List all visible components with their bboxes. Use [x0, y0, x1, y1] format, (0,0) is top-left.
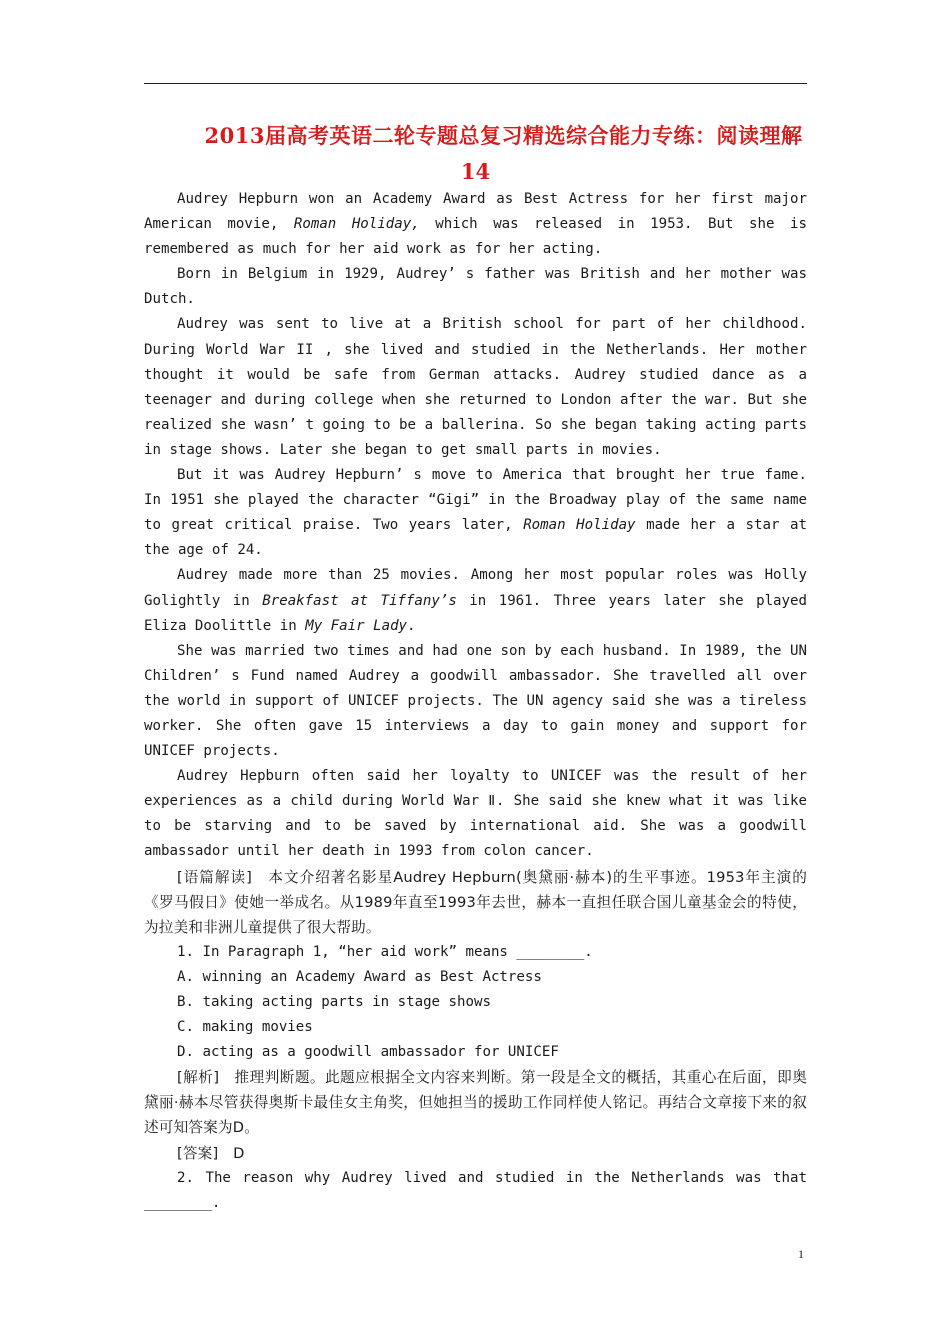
question-1-answer: [答案] D	[177, 1144, 245, 1162]
question-1-option-c: C. making movies	[177, 1019, 313, 1036]
document-body	[144, 187, 807, 1216]
paragraph-7: Audrey Hepburn often said her loyalty to UNICEF was the result of her experiences as a child during World War Ⅱ. She said she knew what it was like to be starving and to be saved by international aid. She was a goodwill ambassador until her death in 1993 from colon cancer.	[144, 768, 807, 860]
question-1-option-b: B. taking acting parts in stage shows	[177, 994, 491, 1010]
title-line-1: 2013届高考英语二轮专题总复习精选综合能力专练：阅读理解	[204, 123, 803, 148]
paragraph-3: Audrey was sent to live at a British school for part of her childhood. During World War II , she lived and studied in the Netherlands. Her mother thought it would be safe from German attacks. Audrey studied dance as a teenager and during college when she returned to London after the war. But she realized she wasn’ t going to be a ballerina. So she began taking acting parts in stage shows. Later she began to get small parts in movies.	[144, 316, 807, 458]
document-title	[144, 118, 807, 190]
paragraph-5-text-a: Audrey made more than 25 movies. Among her most popular roles was Holly Golightly in	[144, 567, 807, 609]
paragraph-1-text-a: Audrey Hepburn won an Academy Award as Best Actress for her first major American movie,	[144, 191, 807, 233]
passage-analysis: [语篇解读] 本文介绍著名影星Audrey Hepburn(奥黛丽·赫本)的生平事迹。1953年主演的《罗马假日》使她一举成名。从1989年直至1993年去世，赫本一直担任联合国儿童基金会的特使，为拉美和非洲儿童提供了很大帮助。	[144, 868, 807, 936]
header-rule	[144, 83, 807, 84]
page-number: 1	[798, 1247, 804, 1261]
paragraph-5-text-c: .	[407, 617, 416, 634]
movie-title-breakfast-at-tiffanys: Breakfast at Tiffany’s	[262, 592, 457, 609]
question-1-option-d: D. acting as a goodwill ambassador for UNICEF	[177, 1044, 559, 1061]
paragraph-4-text-b: made her a star at the age of 24.	[144, 517, 807, 559]
movie-title-roman-holiday: Roman Holiday,	[293, 216, 420, 233]
paragraph-1-text-b: which was released in 1953. But she is remembered as much for her aid work as for her acting.	[144, 216, 807, 258]
movie-title-my-fair-lady: My Fair Lady	[305, 617, 408, 634]
paragraph-5-text-b: in 1961. Three years later she played Eliza Doolittle in	[144, 592, 808, 634]
paragraph-5	[144, 563, 807, 638]
paragraph-1	[144, 187, 807, 262]
paragraph-6: She was married two times and had one son by each husband. In 1989, the UN Children’ s Fund named Audrey a goodwill ambassador. She travelled all over the world in support of UNICEF projects. The UN agency said she was a tireless worker. She often gave 15 interviews a day to gain money and support for UNICEF projects.	[144, 642, 807, 760]
paragraph-4	[144, 463, 807, 563]
title-line-2: 14	[460, 159, 491, 184]
question-1-stem: 1. In Paragraph 1, “her aid work” means ________.	[177, 943, 593, 960]
movie-title-roman-holiday-2: Roman Holiday	[523, 517, 636, 534]
paragraph-4-text-a: But it was Audrey Hepburn’ s move to America that brought her true fame. In 1951 she played the character “Gigi” in the Broadway play of the same name to great critical praise. Two years later,	[144, 467, 807, 534]
question-2-stem: 2. The reason why Audrey lived and studied in the Netherlands was that ________.	[144, 1169, 807, 1211]
question-1-option-a: A. winning an Academy Award as Best Actress	[177, 968, 542, 985]
paragraph-2: Born in Belgium in 1929, Audrey’ s father was British and her mother was Dutch.	[144, 266, 807, 308]
question-1-explanation: [解析] 推理判断题。此题应根据全文内容来判断。第一段是全文的概括，其重心在后面，即奥黛丽·赫本尽管获得奥斯卡最佳女主角奖，但她担当的援助工作同样使人铭记。再结合文章接下来的叙述可知答案为D。	[144, 1069, 807, 1137]
